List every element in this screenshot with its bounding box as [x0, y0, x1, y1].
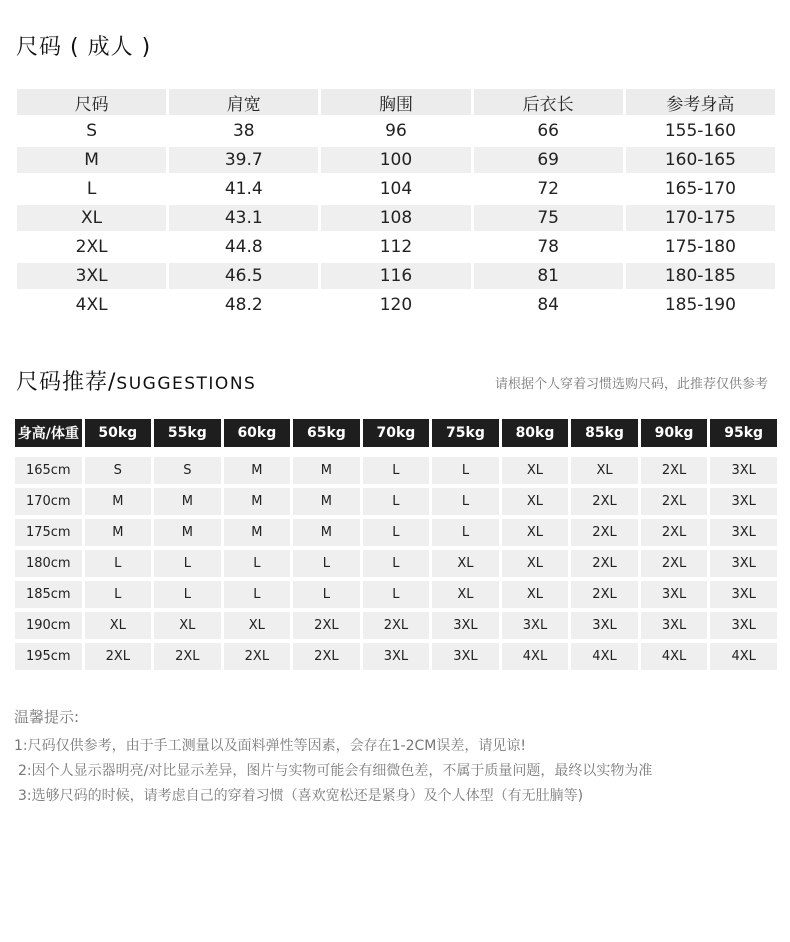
suggested-size-cell: 2XL [641, 550, 708, 577]
table-row [15, 581, 777, 608]
header-height: 参考身高 [626, 89, 775, 115]
suggested-size-cell: L [432, 488, 499, 515]
suggested-size-cell: M [85, 488, 152, 515]
suggested-size-cell: 3XL [432, 643, 499, 670]
notes [14, 705, 784, 809]
adult-size-title: 尺码 ( 成人 ) [16, 35, 152, 60]
suggested-size-cell: 4XL [571, 643, 638, 670]
header-weight: 95kg [710, 419, 777, 447]
suggested-size-cell: L [363, 488, 430, 515]
suggested-size-cell: 2XL [641, 488, 708, 515]
suggested-size-cell: M [224, 488, 291, 515]
suggestions-title-cn: 尺码推荐/ [16, 370, 117, 395]
suggested-size-cell: 2XL [154, 643, 221, 670]
table-cell: 2XL [17, 234, 166, 260]
table-row [15, 643, 777, 670]
suggested-size-cell: 3XL [571, 612, 638, 639]
header-weight: 90kg [641, 419, 708, 447]
suggested-size-cell: 3XL [432, 612, 499, 639]
table-cell: 175-180 [626, 234, 775, 260]
header-weight: 65kg [293, 419, 360, 447]
header-chest: 胸围 [321, 89, 470, 115]
suggested-size-cell: L [224, 550, 291, 577]
header-weight: 80kg [502, 419, 569, 447]
spacer-cell [293, 451, 360, 453]
table-cell: 69 [474, 147, 623, 173]
header-length: 后衣长 [474, 89, 623, 115]
suggested-size-cell: XL [571, 457, 638, 484]
suggested-size-cell: 4XL [641, 643, 708, 670]
table-row [17, 292, 775, 318]
table-row [17, 147, 775, 173]
table-cell: 48.2 [169, 292, 318, 318]
header-height-weight: 身高/体重 [15, 419, 82, 447]
table-row [15, 488, 777, 515]
suggested-size-cell: XL [154, 612, 221, 639]
spacer-cell [363, 451, 430, 453]
suggestions-hint: 请根据个人穿着习惯选购尺码，此推荐仅供参考 [494, 377, 768, 392]
table-cell: 165-170 [626, 176, 775, 202]
note-item: 2:因个人显示器明亮/对比显示差异，图片与实物可能会有细微色差，不属于质量问题，最终以实物为准 [18, 763, 653, 779]
table-row [15, 457, 777, 484]
table-cell: 72 [474, 176, 623, 202]
suggested-size-cell: 2XL [571, 581, 638, 608]
table-cell: 185-190 [626, 292, 775, 318]
suggested-size-cell: 2XL [293, 643, 360, 670]
spacer-cell [710, 451, 777, 453]
table-cell: 78 [474, 234, 623, 260]
suggested-size-cell: 3XL [710, 519, 777, 546]
table-row [17, 234, 775, 260]
header-weight: 70kg [363, 419, 430, 447]
suggested-size-cell: L [363, 457, 430, 484]
suggested-size-cell: L [363, 519, 430, 546]
suggested-size-cell: 2XL [571, 550, 638, 577]
table-cell: 100 [321, 147, 470, 173]
adult-size-table [14, 86, 778, 321]
row-height-cell: 180cm [15, 550, 82, 577]
table-cell: 38 [169, 118, 318, 144]
table-row [15, 550, 777, 577]
row-height-cell: 170cm [15, 488, 82, 515]
table-cell: 84 [474, 292, 623, 318]
suggested-size-cell: 3XL [710, 550, 777, 577]
table-cell: M [17, 147, 166, 173]
suggested-size-cell: M [293, 519, 360, 546]
suggested-size-cell: XL [502, 457, 569, 484]
suggested-size-cell: M [154, 519, 221, 546]
table-cell: 39.7 [169, 147, 318, 173]
suggested-size-cell: L [363, 550, 430, 577]
suggested-size-cell: L [154, 550, 221, 577]
suggested-size-cell: 2XL [571, 488, 638, 515]
suggested-size-cell: XL [224, 612, 291, 639]
suggested-size-cell: 3XL [641, 581, 708, 608]
header-shoulder: 肩宽 [169, 89, 318, 115]
suggested-size-cell: XL [432, 581, 499, 608]
table-cell: 96 [321, 118, 470, 144]
spacer-cell [571, 451, 638, 453]
header-size: 尺码 [17, 89, 166, 115]
header-weight: 50kg [85, 419, 152, 447]
header-weight: 85kg [571, 419, 638, 447]
spacer-cell [154, 451, 221, 453]
suggested-size-cell: L [363, 581, 430, 608]
row-height-cell: 165cm [15, 457, 82, 484]
suggested-size-cell: 2XL [571, 519, 638, 546]
table-header-row [17, 89, 775, 115]
suggested-size-cell: M [85, 519, 152, 546]
table-cell: 3XL [17, 263, 166, 289]
suggested-size-cell: 4XL [710, 643, 777, 670]
suggested-size-cell: 3XL [710, 457, 777, 484]
note-item: 1:尺码仅供参考，由于手工测量以及面料弹性等因素，会存在1-2CM误差，请见谅! [14, 738, 526, 754]
suggestions-title [16, 365, 256, 396]
spacer-cell [224, 451, 291, 453]
suggested-size-cell: M [224, 519, 291, 546]
suggested-size-cell: M [224, 457, 291, 484]
table-row [17, 118, 775, 144]
suggested-size-cell: XL [502, 519, 569, 546]
row-height-cell: 185cm [15, 581, 82, 608]
table-cell: XL [17, 205, 166, 231]
table-cell: 160-165 [626, 147, 775, 173]
table-header-row [15, 419, 777, 447]
table-cell: 112 [321, 234, 470, 260]
suggestions-title-en: SUGGESTIONS [116, 374, 257, 394]
suggested-size-cell: L [432, 519, 499, 546]
table-cell: 116 [321, 263, 470, 289]
spacer-cell [15, 451, 82, 453]
table-row [17, 263, 775, 289]
suggested-size-cell: M [293, 488, 360, 515]
table-cell: S [17, 118, 166, 144]
table-cell: 46.5 [169, 263, 318, 289]
header-weight: 60kg [224, 419, 291, 447]
table-row [17, 176, 775, 202]
suggested-size-cell: 2XL [224, 643, 291, 670]
suggested-size-cell: L [432, 457, 499, 484]
spacer-cell [432, 451, 499, 453]
suggested-size-cell: XL [502, 488, 569, 515]
table-cell: 81 [474, 263, 623, 289]
note-item: 3:选够尺码的时候，请考虑自己的穿着习惯（喜欢宽松还是紧身）及个人体型（有无肚腩等) [18, 788, 584, 804]
suggested-size-cell: 3XL [363, 643, 430, 670]
suggested-size-cell: 3XL [641, 612, 708, 639]
row-height-cell: 175cm [15, 519, 82, 546]
spacer-row [15, 451, 777, 453]
suggested-size-cell: L [85, 581, 152, 608]
table-cell: 4XL [17, 292, 166, 318]
spacer-cell [502, 451, 569, 453]
suggested-size-cell: XL [502, 581, 569, 608]
notes-heading: 温馨提示: [14, 708, 80, 726]
suggested-size-cell: 3XL [710, 488, 777, 515]
table-cell: 108 [321, 205, 470, 231]
suggested-size-cell: XL [85, 612, 152, 639]
suggested-size-cell: M [293, 457, 360, 484]
table-cell: 75 [474, 205, 623, 231]
table-cell: 66 [474, 118, 623, 144]
table-cell: 44.8 [169, 234, 318, 260]
suggested-size-cell: 2XL [641, 457, 708, 484]
suggested-size-cell: S [154, 457, 221, 484]
table-cell: 43.1 [169, 205, 318, 231]
suggested-size-cell: XL [432, 550, 499, 577]
table-row [15, 612, 777, 639]
table-cell: 180-185 [626, 263, 775, 289]
suggested-size-cell: 3XL [710, 612, 777, 639]
suggested-size-cell: L [85, 550, 152, 577]
table-row [15, 519, 777, 546]
suggested-size-cell: 3XL [502, 612, 569, 639]
suggested-size-cell: M [154, 488, 221, 515]
row-height-cell: 190cm [15, 612, 82, 639]
suggested-size-cell: L [293, 581, 360, 608]
suggested-size-cell: 4XL [502, 643, 569, 670]
suggested-size-cell: 2XL [641, 519, 708, 546]
header-weight: 75kg [432, 419, 499, 447]
suggested-size-cell: L [154, 581, 221, 608]
table-cell: 120 [321, 292, 470, 318]
suggested-size-cell: S [85, 457, 152, 484]
spacer-cell [85, 451, 152, 453]
table-row [17, 205, 775, 231]
table-cell: L [17, 176, 166, 202]
row-height-cell: 195cm [15, 643, 82, 670]
suggested-size-cell: L [293, 550, 360, 577]
header-weight: 55kg [154, 419, 221, 447]
suggested-size-cell: 2XL [85, 643, 152, 670]
suggested-size-cell: 2XL [363, 612, 430, 639]
suggested-size-cell: 3XL [710, 581, 777, 608]
table-cell: 155-160 [626, 118, 775, 144]
suggestion-table [12, 415, 780, 674]
suggested-size-cell: 2XL [293, 612, 360, 639]
suggested-size-cell: L [224, 581, 291, 608]
spacer-cell [641, 451, 708, 453]
suggested-size-cell: XL [502, 550, 569, 577]
table-cell: 41.4 [169, 176, 318, 202]
table-cell: 170-175 [626, 205, 775, 231]
table-cell: 104 [321, 176, 470, 202]
